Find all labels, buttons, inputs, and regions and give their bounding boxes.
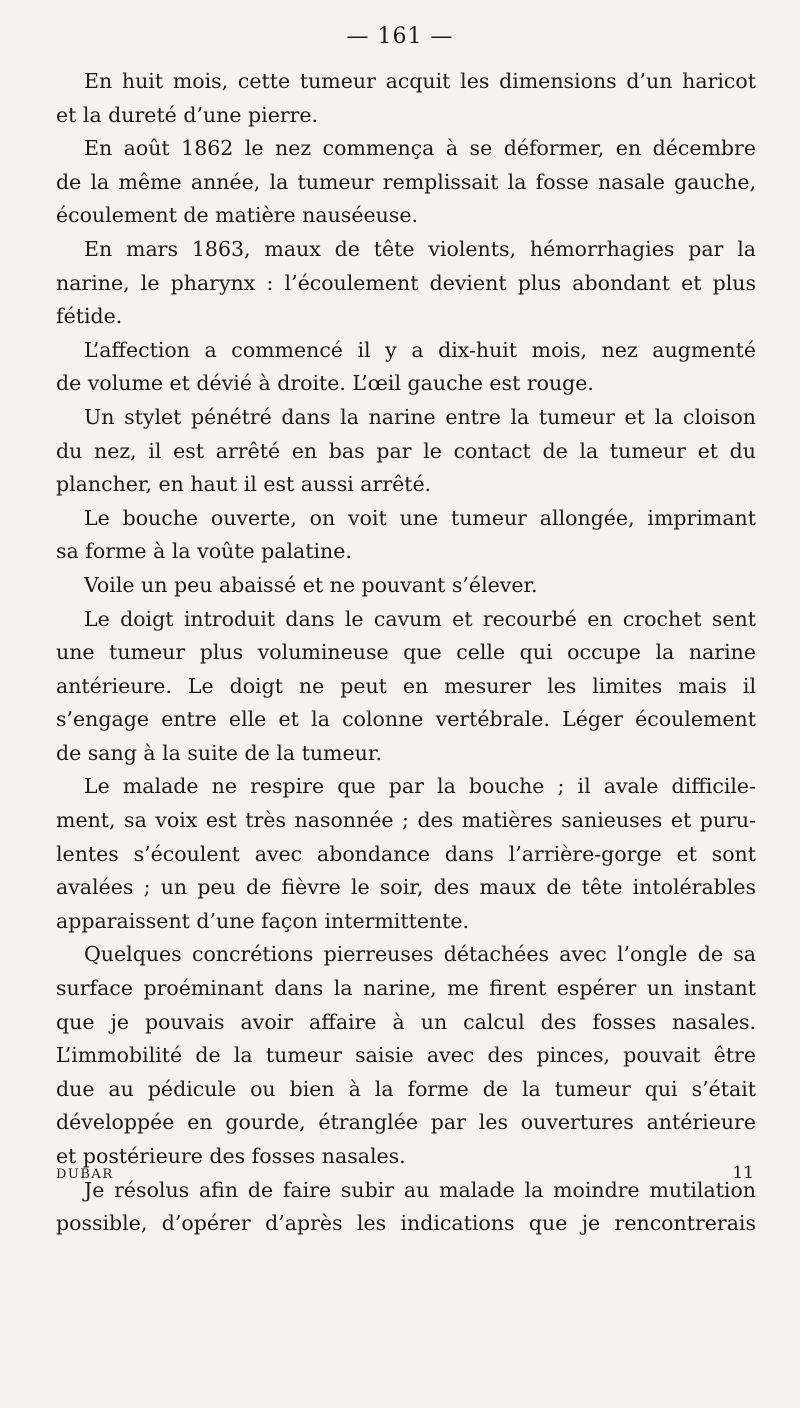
text-line: L’immobilité de la tumeur saisie avec des pinces, pouvait être [56, 1043, 756, 1068]
text-line: Le doigt introduit dans le cavum et recourbé en crochet sent [84, 606, 756, 631]
text-line: Le malade ne respire que par la bouche ; il avale difficile- [84, 774, 756, 799]
text-line: narine, le pharynx : l’écoulement devient plus abondant et plus [56, 270, 756, 295]
text-line: antérieure. Le doigt ne peut en mesurer les limites mais il [56, 673, 756, 698]
text-line: avalées ; un peu de fièvre le soir, des maux de tête intolérables [56, 875, 756, 900]
text-line: de la même année, la tumeur remplissait la fosse nasale gauche, [56, 169, 756, 194]
text-line: écoulement de matière nauséeuse. [56, 203, 418, 228]
page-footer [56, 1163, 756, 1187]
text-line: apparaissent d’une façon intermittente. [56, 908, 470, 933]
text-line: lentes s’écoulent avec abondance dans l’arrière-gorge et sont [56, 841, 756, 866]
text-line: Voile un peu abaissé et ne pouvant s’élever. [84, 572, 538, 597]
text-line: Le bouche ouverte, on voit une tumeur allongée, imprimant [84, 505, 756, 530]
text-line: Quelques concrétions pierreuses détachées avec l’ongle de sa [84, 942, 756, 967]
text-line: et la dureté d’une pierre. [56, 102, 319, 127]
sheet-number: 11 [732, 1163, 754, 1183]
text-line: que je pouvais avoir affaire à un calcul des fosses nasales. [56, 1009, 756, 1034]
text-line: plancher, en haut il est aussi arrêté. [56, 472, 432, 497]
text-line: sa forme à la voûte palatine. [56, 539, 352, 564]
text-line: possible, d’opérer d’après les indications que je rencontrerais [56, 1211, 756, 1236]
text-line: surface proéminant dans la narine, me firent espérer un instant [56, 976, 756, 1001]
body-text [56, 65, 756, 1241]
signature-mark: DUBAR [56, 1167, 114, 1182]
text-line: développée en gourde, étranglée par les ouvertures antérieure [56, 1110, 756, 1135]
text-line: s’engage entre elle et la colonne vertébrale. Léger écoulement [56, 707, 756, 732]
text-line: En mars 1863, maux de tête violents, hémorrhagies par la [84, 236, 756, 261]
text-line: Un stylet pénétré dans la narine entre la tumeur et la cloison [84, 404, 756, 429]
text-line: due au pédicule ou bien à la forme de la tumeur qui s’était [56, 1076, 756, 1101]
text-line: de volume et dévié à droite. L’œil gauche est rouge. [56, 371, 594, 396]
text-line: et postérieure des fosses nasales. [56, 1144, 406, 1168]
text-line: du nez, il est arrêté en bas par le contact de la tumeur et du [56, 438, 756, 463]
text-line: En août 1862 le nez commença à se déformer, en décembre [84, 136, 756, 161]
text-line: Je résolus afin de faire subir au malade la moindre mutilation [84, 1177, 756, 1202]
text-line: En huit mois, cette tumeur acquit les dimensions d’un haricot [84, 69, 756, 93]
text-line: ment, sa voix est très nasonnée ; des matières sanieuses et puru- [56, 808, 756, 833]
text-line: de sang à la suite de la tumeur. [56, 740, 382, 765]
text-line: une tumeur plus volumineuse que celle qui occupe la narine [56, 640, 756, 665]
text-line: L’affection a commencé il y a dix-huit mois, nez augmenté [84, 337, 756, 362]
page-number: — 161 — [346, 24, 454, 49]
text-line: fétide. [56, 304, 123, 329]
